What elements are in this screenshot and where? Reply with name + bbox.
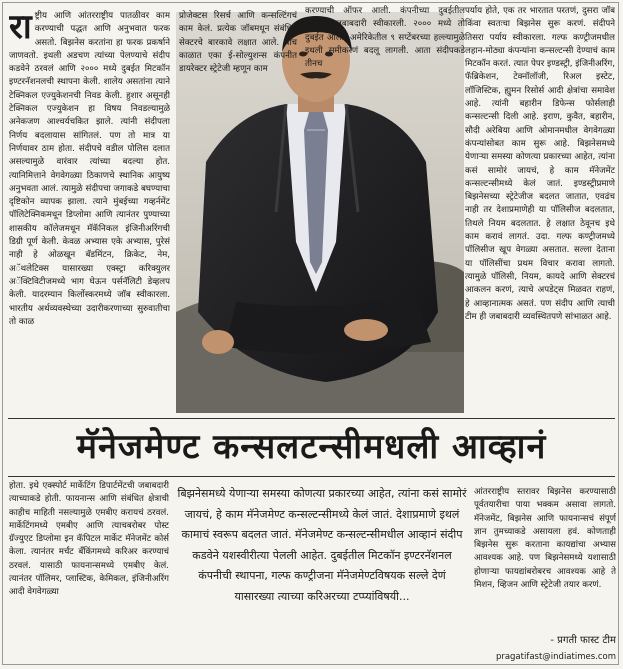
headline: मॅनेजमेण्ट कन्सलटन्सीमधली आव्हानं: [76, 427, 547, 467]
article-column-bottom-right: [474, 486, 616, 632]
article-text-bottom-right: आंतरराष्ट्रीय स्तरावर बिझनेस करण्यासाठी पूर्वतयारीचा पाया भक्कम असावा लागतो. मॅनेजमेंट, बिझनेस आणि फायनान्सचं संपूर्ण ज्ञान तुमच्याकडे असायला हवं. कोणताही बिझनेस सुरू करताना कायद्यांचा अभ्यास आवश्यक आहे. पण बिझनेसमध्ये यशासाठी होणाऱ्या फायद्यांबरोबरच आवश्यक आहे ते मिशन, व्हिजन आणि स्ट्रेटेजी तयार करणं.: [474, 487, 616, 591]
drop-cap: रा: [9, 10, 32, 47]
divider-top: [8, 418, 615, 419]
byline: - प्रगती फास्ट टीम: [550, 635, 616, 646]
email-link[interactable]: pragatifast@indiatimes.com: [495, 652, 616, 662]
article-column-center: [305, 5, 465, 125]
article-text-right: पर्याय होते, एक तर भारतात परतणं, दुसरा जॉब किंवा स्वतःचा बिझनेस सुरू करणं. संदीपने तिसरा पर्याय स्वीकारला. गल्फ कण्ट्रीजमधील लहान-मोठ्या कंपन्यांना कन्सल्टन्सी देण्याचं काम मिटकॉन करतं. त्यात पेपर इण्डस्ट्री, इंजिनीअरिंग, फॅब्रिकेशन, टेक्नॉलॉजी, रिअल इस्टेट, लॉजिस्टिक, ह्युमन रिसोर्स आदी क्षेत्रांचा समावेश आहे. त्यांनी बहारीन डिफेन्स फोर्सलाही कन्सल्टन्सी दिली आहे. इराण, कुवैत, बहारीन, सौदी अरेबिया आणि ओमानमधील वेगवेगळ्या कंपन्यांसोबत काम सुरू आहे. बिझनेसमध्ये येणाऱ्या समस्या कोणत्या प्रकारच्या आहेत, त्यांना कसं सामोरं जायचं, हे काम मॅनेजमेंट कन्सल्टन्सीमध्ये केलं जातं. इण्डस्ट्रीप्रमाणे बिझनेसच्या स्ट्रेटेजीज बदलत जातात, एवढंच नाही तर देशाप्रमाणेही या पॉलिसीज बदलतात, तिथले नियम बदलतात. हे लक्षात ठेवूनच इथे काम करावं लागतं. उदा. गल्फ कण्ट्रीजमध्ये पॉलिसीज खूप वेगळ्या असतात. सल्ला देताना या पॉलिसींचा प्रथम विचार करावा लागतो. त्यामुळे पॉलिसी, नियम, कायदे आणि सेक्टरचं आकलन करणं, त्याचे अपडेट्स मिळवत राहणं, हे आव्हानात्मक असतं. पण संदीप आणि त्याची टीम ही जबाबदारी व्यवस्थितपणे सांभाळत आहे.: [465, 6, 615, 322]
pull-quote: बिझनेसमध्ये येणाऱ्या समस्या कोणत्या प्रकारच्या आहेत, त्यांना कसं सामोरं जायचं, हे काम मॅनेजमेण्ट कन्सल्टन्सीमध्ये केलं जातं. देशाप्रमाणे इथलं कामाचं स्वरूप बदलत जातं. मॅनेजमेण्ट कन्सल्टन्सीमधील आव्हानं संदीप कडवेने यशस्वीरीत्या पेलली आहेत. दुबईतील मिटकॉन इण्टरनॅशनल कंपनीची स्थापना, गल्फ कण्ट्रीजना मॅनेजमेण्टविषयक सल्ले देणं यासारख्या त्याच्या करिअरच्या टप्प्यांविषयी...: [177, 487, 467, 603]
article-text-bottom-left: होता. इथे एक्स्पोर्ट मार्केटिंग डिपार्टमेंटची जबाबदारी त्याच्याकडे होती. फायनान्स आणि संबंधित क्षेत्राची काहीच माहिती नसल्यामुळे एमबीए करायचं ठरवलं. मार्केटिंगमध्ये एमबीए आणि त्याचबरोबर पोस्ट ग्रॅज्युएट डिप्लोमा इन कॅपिटल मार्केट मॅनेजमेंट कोर्स केला. त्यानंतर मर्चंट बँकिंगमध्ये करिअर करण्याचं ठरवलं. यासाठी फायनान्समध्ये एमबीए केलं. त्यानंतर पॉलिमर, प्लास्टिक, केमिकल, इंजिनीअरिंग आदी वेगवेगळ्या: [9, 481, 169, 598]
divider-bottom: [8, 476, 615, 477]
article-text-mid: प्रोजेक्टस रिसर्च आणि कन्सल्टिंगचं काम केलं. प्रत्येक जॉबमधून संबंधित सेक्टरचे बारकावे लक्षात आले. याच काळात एका ई-सोल्युशन्स कंपनीत डायरेक्टर स्ट्रेटेजी म्हणून काम: [179, 11, 297, 75]
article-column-right: [465, 5, 615, 415]
article-column-bottom-left: [9, 480, 169, 655]
article-text-left: ष्ट्रीय आणि आंतरराष्ट्रीय पातळीवर काम करण्याची पद्धत आणि अनुभवात फरक असतो. बिझनेस करतांना हा फरक प्रकर्षाने जाणवतो. इथली अडचण त्यांच्या पेलण्याचे संदीप कडवेने ठरवलं आणि २००० मध्ये दुबईत मिटकॉन इण्टरनॅशनलची स्थापना केली. शालेय असतांना त्याने टेक्निकल एज्युकेशनची निवड केली. हुशार असूनही टेक्निकल एज्युकेशन हा विषय निवडल्यामुळे अनेकजण आश्चर्यचकित झाले. त्यांनी संदीपला निर्णय बदलायास सांगितलं. पण तो मात्र या निर्णयावर ठाम होता. संदीपचे वडील पोलिस दलात असल्यामुळे वारंवार त्यांच्या बदल्या होत. त्यानिमित्ताने वेगवेगळ्या ठिकाणचे स्थानिक आयुष्य अनुभवता आलं. त्यामुळे संदीपचा जगाकडे बघण्याचा दृष्टिकोन व्यापक झाला. त्याने मुंबईच्या गव्हर्नमेंट पॉलिटेक्निकमधून डिप्लोमा आणि त्यानंतर पुण्याच्या शासकीय कॉलेजमधून मॅकॅनिकल इंजिनीअरिंगची डिग्री पूर्ण केली. केवळ अभ्यास एके अभ्यास, पुरेसं नाही हे ओळखून बॅडमिंटन, क्रिकेट, नेम, अॅथलेटिक्स यासारख्या एक्स्ट्रा करिक्युलर अॅक्टिविटीजमध्ये भाग घेऊन पर्सनॅलिटी डेव्हलप केली. यादरम्यान किर्लोस्करमध्ये जॉब स्वीकारला. भारतीय अर्थव्यवस्थेच्या उदारीकरणाच्या सुरुवातीचा तो काळ: [9, 11, 170, 327]
article-column-mid: [179, 10, 297, 130]
article-text-center: करण्याची ऑफर आली. कंपनीच्या दुबईतील कामाची जबाबदारी स्वीकारली. २००० मध्ये तो दुबईत आला. अमेरिकेतील ९ सप्टेंबरच्या हल्ल्यामुळे इथली समीकरणं बदलू लागली. आता संदीपकडे तीनच: [305, 6, 465, 70]
article-column-left: [9, 10, 170, 408]
